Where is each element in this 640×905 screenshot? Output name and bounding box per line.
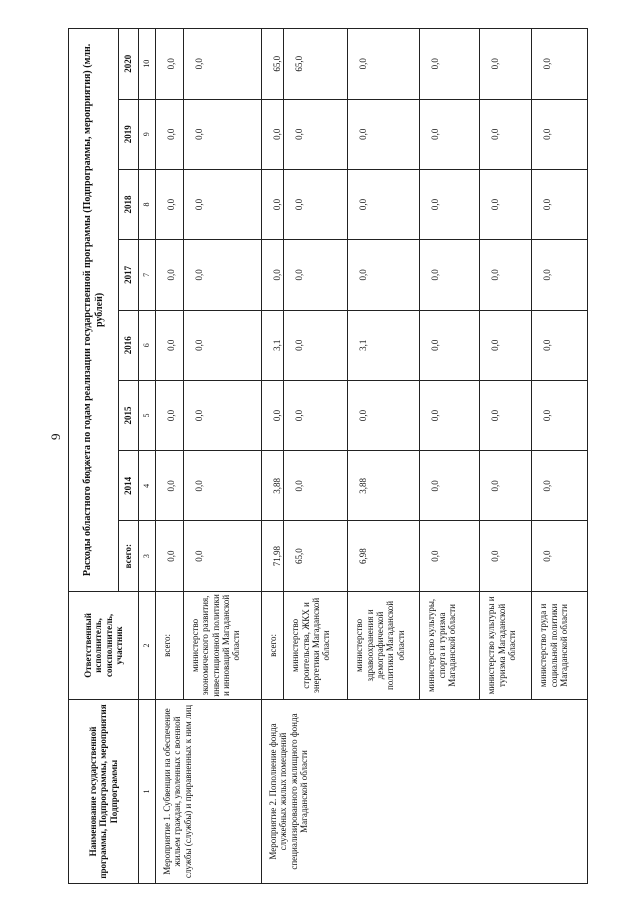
value-cell: 71,98	[262, 521, 284, 591]
value-cell: 0,0	[480, 380, 532, 450]
header-program-name: Наименование государственной программы, Подпрограммы, мероприятия Подпрограммы	[69, 700, 139, 884]
value-cell: 65,0	[284, 521, 348, 591]
responsible-cell: министерство культуры и туризма Магаданской области	[480, 591, 532, 699]
value-cell: 0,0	[262, 240, 284, 310]
value-cell: 0,0	[420, 29, 480, 100]
value-cell: 0,0	[480, 451, 532, 521]
value-cell: 0,0	[420, 451, 480, 521]
value-cell: 0,0	[480, 310, 532, 380]
responsible-cell: министерство культуры, спорта и туризма Магаданской области	[420, 591, 480, 699]
column-index: 6	[139, 310, 156, 380]
value-cell: 0,0	[156, 240, 184, 310]
value-cell: 0,0	[184, 521, 262, 591]
value-cell: 0,0	[532, 29, 588, 100]
table-row	[156, 29, 184, 884]
value-cell: 0,0	[480, 240, 532, 310]
header-year: 2016	[119, 310, 139, 380]
value-cell: 0,0	[184, 380, 262, 450]
column-index: 10	[139, 29, 156, 100]
header-year: 2014	[119, 451, 139, 521]
value-cell: 0,0	[420, 521, 480, 591]
value-cell: 0,0	[480, 29, 532, 100]
value-cell: 0,0	[420, 169, 480, 239]
value-cell: 0,0	[532, 380, 588, 450]
value-cell: 3,1	[262, 310, 284, 380]
value-cell: 0,0	[532, 240, 588, 310]
value-cell: 0,0	[284, 451, 348, 521]
column-index: 7	[139, 240, 156, 310]
header-year: 2020	[119, 29, 139, 100]
table-row	[262, 29, 284, 884]
value-cell: 0,0	[284, 169, 348, 239]
column-index: 4	[139, 451, 156, 521]
value-cell: 0,0	[262, 380, 284, 450]
value-cell: 0,0	[284, 99, 348, 169]
responsible-cell: министерство труда и социальной политики Магаданской области	[532, 591, 588, 699]
header-year: 2017	[119, 240, 139, 310]
budget-table	[68, 28, 588, 884]
header-expenses-title: Расходы областного бюджета по годам реализации государственной программы (Подпрограммы, мероприятия) (млн. рублей)	[69, 29, 119, 592]
value-cell: 0,0	[348, 29, 420, 100]
column-index-row	[139, 29, 156, 884]
value-cell: 0,0	[348, 240, 420, 310]
value-cell: 6,98	[348, 521, 420, 591]
value-cell: 65,0	[262, 29, 284, 100]
value-cell: 0,0	[184, 310, 262, 380]
value-cell: 0,0	[184, 29, 262, 100]
page-number: 9	[48, 433, 63, 440]
column-index: 8	[139, 169, 156, 239]
value-cell: 0,0	[480, 99, 532, 169]
value-cell: 0,0	[420, 380, 480, 450]
value-cell: 0,0	[156, 451, 184, 521]
value-cell: 0,0	[420, 310, 480, 380]
value-cell: 0,0	[184, 451, 262, 521]
responsible-cell: министерство экономического развития, инвестиционной политики и инноваций Магаданской области	[184, 591, 262, 699]
value-cell: 0,0	[480, 521, 532, 591]
value-cell: 0,0	[184, 99, 262, 169]
value-cell: 0,0	[156, 169, 184, 239]
value-cell: 0,0	[184, 240, 262, 310]
value-cell: 65,0	[284, 29, 348, 100]
value-cell: 0,0	[532, 521, 588, 591]
responsible-cell: всего:	[156, 591, 184, 699]
header-total: всего:	[119, 521, 139, 591]
activity-name: Мероприятие 1. Субвенции на обеспечение жильем граждан, уволенных с военной службы (службы) и приравненных к ним лиц	[156, 700, 262, 884]
value-cell: 0,0	[420, 99, 480, 169]
rotated-table-container	[68, 28, 570, 884]
value-cell: 0,0	[532, 169, 588, 239]
responsible-cell: всего:	[262, 591, 284, 699]
value-cell: 0,0	[156, 310, 184, 380]
header-year: 2015	[119, 380, 139, 450]
value-cell: 3,88	[348, 451, 420, 521]
column-index: 3	[139, 521, 156, 591]
value-cell: 0,0	[284, 310, 348, 380]
value-cell: 3,1	[348, 310, 420, 380]
value-cell: 0,0	[184, 169, 262, 239]
value-cell: 0,0	[284, 380, 348, 450]
value-cell: 0,0	[348, 99, 420, 169]
header-year: 2018	[119, 169, 139, 239]
value-cell: 0,0	[532, 310, 588, 380]
value-cell: 0,0	[262, 99, 284, 169]
activity-name: Мероприятие 2. Пополнение фонда служебных жилых помещений специализированного жилищного фонда Магаданской области	[262, 700, 588, 884]
column-index: 2	[139, 591, 156, 699]
column-index: 9	[139, 99, 156, 169]
value-cell: 0,0	[348, 380, 420, 450]
value-cell: 0,0	[284, 240, 348, 310]
value-cell: 0,0	[156, 380, 184, 450]
responsible-cell: министерство здравоохранения и демографической политики Магаданской области	[348, 591, 420, 699]
value-cell: 0,0	[480, 169, 532, 239]
value-cell: 0,0	[262, 169, 284, 239]
value-cell: 3,88	[262, 451, 284, 521]
value-cell: 0,0	[156, 99, 184, 169]
header-responsible: Ответственный исполнитель, соисполнитель, участник	[69, 591, 139, 699]
header-year: 2019	[119, 99, 139, 169]
value-cell: 0,0	[532, 451, 588, 521]
value-cell: 0,0	[420, 240, 480, 310]
value-cell: 0,0	[348, 169, 420, 239]
value-cell: 0,0	[532, 99, 588, 169]
column-index: 1	[139, 700, 156, 884]
value-cell: 0,0	[156, 29, 184, 100]
responsible-cell: министерство строительства, ЖКХ и энергетики Магаданской области	[284, 591, 348, 699]
column-index: 5	[139, 380, 156, 450]
value-cell: 0,0	[156, 521, 184, 591]
